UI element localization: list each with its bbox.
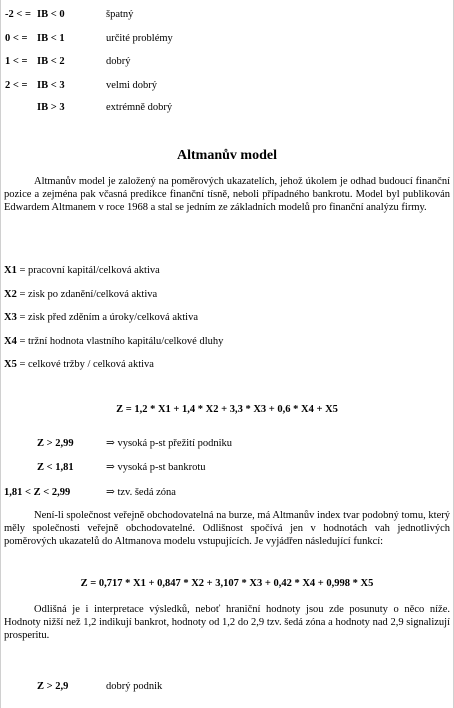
section-title: Altmanův model [177, 148, 277, 163]
ib-range: 1 < = [5, 56, 28, 67]
implies-icon: ⇒ [106, 462, 115, 473]
ib-condition: IB < 0 [37, 9, 65, 20]
threshold-text: ⇒ vysoká p-st přežití podniku [106, 438, 233, 449]
ib-meaning: špatný [106, 9, 134, 20]
interpretation-paragraph: Odlišná je i interpretace výsledků, neboť hraniční hodnoty jsou zde posunuty o něco níže. Hodnoty nižší než 1,2 indikují bankrot, hodnoty od 1,2 do 2,9 tzv. šedá zóna a hodnoty nad 2,9 signalizují prosperitu. [4, 604, 450, 641]
ib-condition: IB < 1 [37, 33, 65, 44]
non-public-paragraph: Není-li společnost veřejně obchodovatelná na burze, má Altmanův index tvar podobný tomu, který měly společnosti veřejně obchodovatelné. Odlišnost spočívá jen v hodnotách vah jednotlivých poměrových ukazatelů do Altmanova modelu vstupujících. Je vyjádřen následující funkcí: [4, 510, 450, 547]
threshold-condition: Z < 1,81 [37, 462, 74, 473]
ib-meaning: velmi dobrý [106, 80, 158, 91]
ib-range: 0 < = [5, 33, 28, 44]
variable-x4: X4 = tržní hodnota vlastního kapitálu/celkové dluhy [4, 336, 224, 347]
threshold-text: ⇒ tzv. šedá zóna [106, 487, 176, 498]
threshold-condition: 1,81 < Z < 2,99 [4, 487, 71, 498]
variable-x2: X2 = zisk po zdanění/celková aktiva [4, 289, 158, 300]
variable-x3: X3 = zisk před zděním a úroky/celková aktiva [4, 312, 198, 323]
implies-icon: ⇒ [106, 487, 115, 498]
ib-meaning: dobrý [106, 56, 131, 67]
ib-condition: IB < 3 [37, 80, 65, 91]
ib-condition: IB > 3 [37, 102, 65, 113]
altman-formula-non-public: Z = 0,717 * X1 + 0,847 * X2 + 3,107 * X3 + 0,42 * X4 + 0,998 * X5 [80, 578, 374, 589]
variable-x1: X1 = pracovní kapitál/celková aktiva [4, 265, 160, 276]
final-condition: Z > 2,9 [37, 681, 69, 692]
implies-icon: ⇒ [106, 438, 115, 449]
ib-range: 2 < = [5, 80, 28, 91]
threshold-text: ⇒ vysoká p-st bankrotu [106, 462, 206, 473]
ib-meaning: určité problémy [106, 33, 173, 44]
ib-meaning: extrémně dobrý [106, 102, 173, 113]
ib-range: -2 < = [5, 9, 31, 20]
final-text: dobrý podnik [106, 681, 163, 692]
ib-condition: IB < 2 [37, 56, 65, 67]
variable-x5: X5 = celkové tržby / celková aktiva [4, 359, 154, 370]
intro-paragraph: Altmanův model je založený na poměrových ukazatelích, jehož úkolem je odhad budoucí finanční pozice a zejména pak včasná predikce finanční tísně, neboli případného bankrotu. Model byl publikován Edwardem Altmanem v roce 1968 a stal se jedním ze základních modelů pro finanční analýzu firmy. [4, 176, 450, 213]
altman-formula: Z = 1,2 * X1 + 1,4 * X2 + 3,3 * X3 + 0,6 * X4 + X5 [116, 404, 338, 415]
page-left-border [0, 0, 1, 708]
threshold-condition: Z > 2,99 [37, 438, 74, 449]
